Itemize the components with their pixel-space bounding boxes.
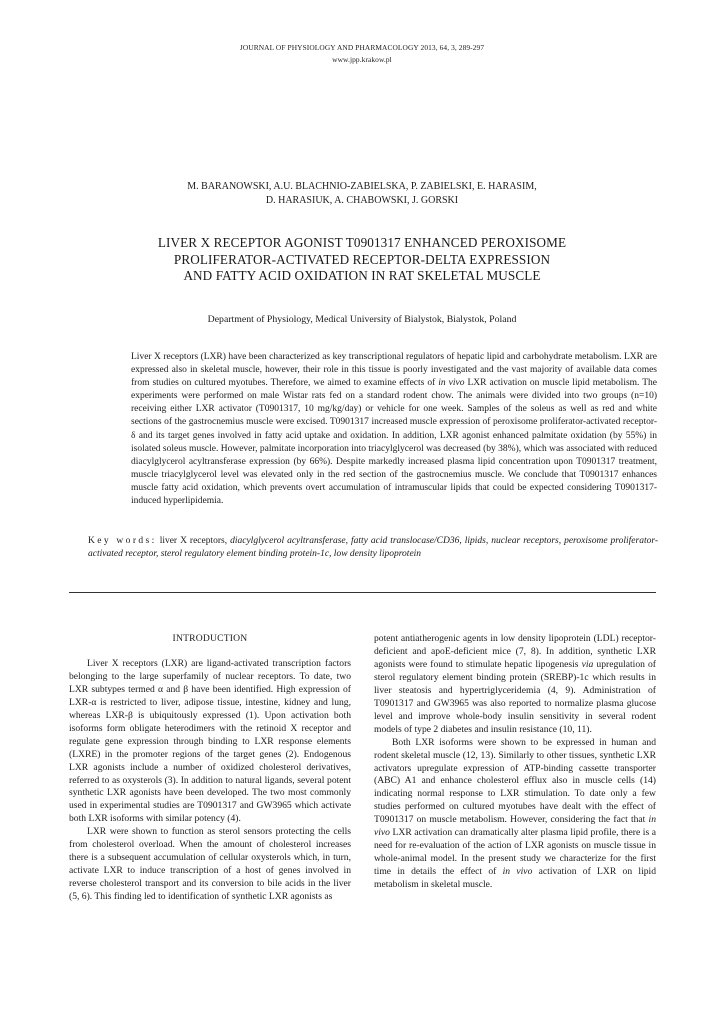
authors-line-2: D. HARASIUK, A. CHABOWSKI, J. GORSKI [265,195,459,206]
para4-text-a: Both LXR isoforms were shown to be expressed in human and rodent skeletal muscle (12, 13). Similarly to other tissues, synthetic LXR activators upregulate expression of ATP-binding cassette transporter (ABC) A1 and enhance cholesterol efflux also in muscle cells (14) indicating normal response to LXR stimulation. To date only a few studies performed on cultured myotubes have dealt with the effect of T0901317 on muscle metabolism. However, considering the fact that [374,736,656,826]
abstract-text-1: Liver X receptors (LXR) have been characterized as key transcriptional regulators of hepatic lipid and carbohydrate metabolism. LXR are expressed also in skeletal muscle, however, their role in this tissue is poorly investigated and the vast majority of available data comes from studies on cultured myotubes. Therefore, we aimed to examine effects of [131,352,657,389]
para4-in-vivo-2: in vivo [502,866,533,878]
section-divider [69,592,656,593]
intro-paragraph-2: LXR were shown to function as sterol sensors protecting the cells from cholesterol overload. When the amount of cholesterol increases there is a subsequent accumulation of cellular oxysterols which, in turn, activate LXR to induce transcription of a host of genes involved in reverse cholesterol transport and its conversion to bile acids in the liver (5, 6). This finding led to identification of synthetic LXR agonists as [69,826,351,903]
intro-paragraph-4 [374,737,656,892]
keywords-first: liver X receptors, [159,536,228,546]
intro-paragraph-1: Liver X receptors (LXR) are ligand-activated transcription factors belonging to the large superfamily of nuclear receptors. To date, two LXR subtypes termed α and β have been identified. High expression of LXR-α is restricted to liver, adipose tissue, intestine, kidney and lung, whereas LXR-β is ubiquitously expressed (1). Upon activation both isoforms form obligate heterodimers with the retinoid X receptor and regulate gene expression through binding to LXR response elements (LXRE) in the promoter regions of the target genes (2). Endogenous LXR agonists include a number of oxidized cholesterol derivatives, referred to as oxysterols (3). In addition to natural ligands, several potent synthetic LXR agonists have been developed. The two most commonly used in experimental studies are T0901317 and GW3965 which activate both LXR isoforms with similar potency (4). [69,657,351,825]
left-column [69,633,351,904]
para3-text-b: upregulation of sterol regulatory element binding protein (SREBP)-1c which results in liver steatosis and hypertriglyceridemia (4, 9). Administration of T0901317 and GW3965 was also reported to normalize plasma glucose level and improve whole-body insulin sensitivity in several rodent models of type 2 diabetes and insulin resistance (10, 11). [374,658,656,735]
para4-text-b: LXR activation can dramatically alter plasma lipid profile, there is a need for re-evaluation of the action of LXR agonists on muscle tissue in whole-animal model. In the present study we characterize for the first time in details the effect of [374,827,656,878]
title-line-1: LIVER X RECEPTOR AGONIST T0901317 ENHANCED PEROXISOME [157,235,567,250]
intro-paragraph-3 [374,633,656,737]
para4-text-c: activation of LXR on lipid metabolism in skeletal muscle. [374,866,656,891]
authors-line-1: M. BARANOWSKI, A.U. BLACHNIO-ZABIELSKA, P. ZABIELSKI, E. HARASIM, [187,181,537,192]
para3-via: via [581,658,594,670]
section-heading-introduction: INTRODUCTION [172,633,248,644]
abstract-in-vivo: in vivo [438,378,465,389]
keywords [88,535,658,561]
para3-text-a: potent antiatherogenic agents in low density lipoprotein (LDL) receptor-deficient and apoE-deficient mice (7, 8). In addition, synthetic LXR agonists were found to stimulate hepatic lipogenesis [374,633,656,670]
journal-url[interactable]: www.jpp.krakow.pl [332,55,392,64]
journal-header [0,42,724,66]
affiliation: Department of Physiology, Medical University of Bialystok, Bialystok, Poland [207,314,517,325]
abstract [131,351,657,508]
para4-in-vivo-1: in vivo [374,814,656,839]
journal-citation: JOURNAL OF PHYSIOLOGY AND PHARMACOLOGY 2013, 64, 3, 289-297 [239,43,485,52]
title-line-3: AND FATTY ACID OXIDATION IN RAT SKELETAL MUSCLE [183,268,541,283]
author-list [0,180,724,208]
paper-title [0,235,724,285]
abstract-text-2: LXR activation on muscle lipid metabolism. The experiments were performed on male Wistar rats fed on a standard rodent chow. The animals were divided into two groups (n=10) receiving either LXR activator (T0901317, 10 mg/kg/day) or vehicle for one week. Samples of the soleus as well as red and white sections of the gastrocnemius muscle were excised. T0901317 increased muscle expression of peroxisome proliferator-activated receptor-δ and its target genes involved in fatty acid uptake and oxidation. In addition, LXR agonist enhanced palmitate oxidation (by 55%) in isolated soleus muscle. However, palmitate incorporation into triacylglycerol was decreased (by 38%), which was associated with reduced diacylglycerol acyltransferase expression (by 66%). Despite markedly increased plasma lipid concentration upon T0901317 treatment, muscle triacylglycerol level was elevated only in the red section of the gastrocnemius muscle. We conclude that T0901317 enhances muscle fatty acid oxidation, which prevents overt accumulation of intramuscular lipids that could be expected considering T0901317-induced hyperlipidemia. [131,378,658,507]
keywords-label: Key words: [88,536,157,546]
title-line-2: PROLIFERATOR-ACTIVATED RECEPTOR-DELTA EXPRESSION [173,251,551,267]
keywords-list: diacylglycerol acyltransferase, fatty acid translocase/CD36, lipids, nuclear receptors, peroxisome proliferator-activated receptor, sterol regulatory element binding protein-1c, low density lipoprotein [88,536,659,560]
right-column [374,633,656,892]
